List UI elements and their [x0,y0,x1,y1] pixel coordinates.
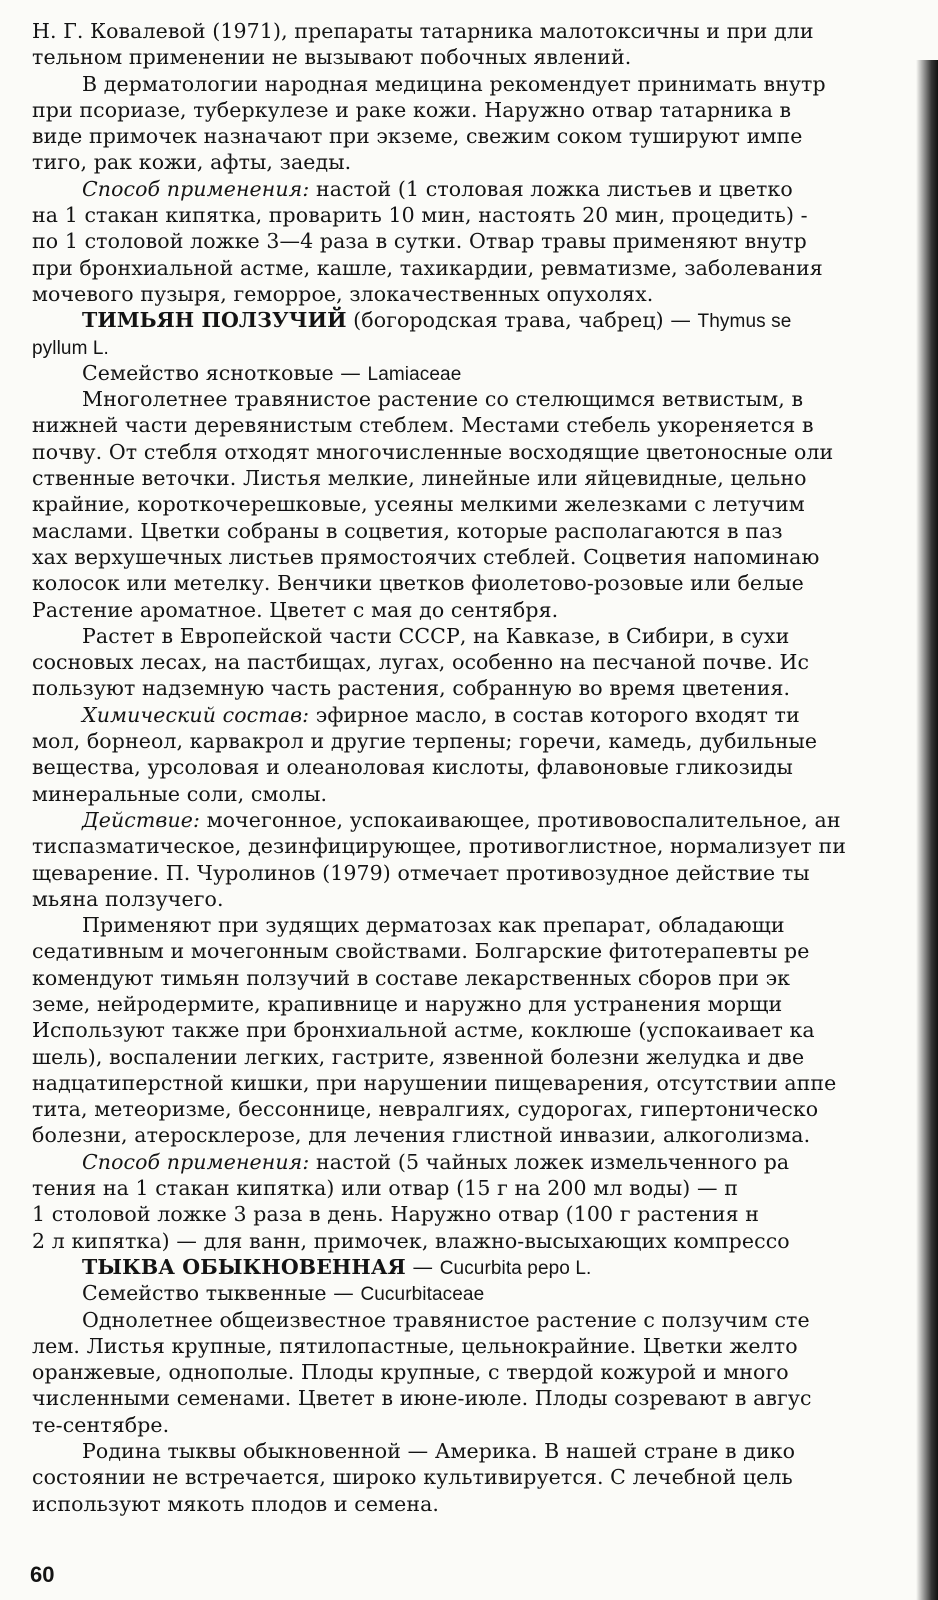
text-run: хах верхушечных листьев прямостоячих стеблей. Соцветия напоминаю [32,544,820,569]
text-line [32,1438,936,1464]
text-line [32,518,936,544]
text-run: на 1 стакан кипятка, проварить 10 мин, настоять 20 мин, процедить) - [32,203,808,228]
text-line [32,1254,936,1280]
text-run: Способ применения: [82,1149,310,1174]
text-line [32,1385,936,1411]
text-line [32,912,936,938]
page-number: 60 [30,1562,55,1587]
text-run: ТЫКВА ОБЫКНОВЕННАЯ [82,1254,406,1279]
text-line [32,965,936,991]
text-run: мьяна ползучего. [32,886,224,911]
text-run: — [405,1254,440,1279]
text-line [32,1044,936,1070]
text-line [32,281,936,307]
text-run: Семейство яснотковые — [82,360,368,385]
text-run: маслами. Цветки собраны в соцветия, которые располагаются в паз [32,518,783,543]
text-line [32,728,936,754]
text-run: лем. Листья крупные, пятилопастные, цельнокрайние. Цветки желто [32,1333,798,1358]
text-line [32,44,936,70]
text-run: Применяют при зудящих дерматозах как препарат, обладающи [82,913,785,938]
text-run: тельном применении не вызывают побочных явлений. [32,45,632,70]
text-line [32,833,936,859]
text-line [32,938,936,964]
text-run: седативным и мочегонным свойствами. Болгарские фитотерапевты ре [32,939,810,964]
text-line [32,71,936,97]
text-run: настой (1 столовая ложка листьев и цветко [309,176,793,201]
text-run: 2 л кипятка) — для ванн, примочек, влажно-высыхающих компрессо [32,1228,790,1253]
text-line [32,1464,936,1490]
text-run: Cucurbitaceae [360,1284,485,1306]
text-run: мочегонное, успокаивающее, противовоспалительное, ан [200,807,841,832]
text-run: те-сентябре. [32,1412,170,1437]
page-edge-shadow [916,60,938,1600]
text-line [32,860,936,886]
text-line [32,1280,936,1306]
text-run: вещества, урсоловая и олеаноловая кислоты, флавоновые гликозиды [32,755,793,780]
text-run: Родина тыквы обыкновенной — Америка. В нашей стране в дико [82,1439,796,1464]
text-line [32,649,936,675]
text-line [32,1122,936,1148]
text-run: Cucurbita pepo L. [439,1257,592,1279]
text-run: Thymus se [697,311,792,333]
text-run: настой (5 чайных ложек измельченного ра [309,1149,790,1174]
text-run: 1 столовой ложке 3 раза в день. Наружно отвар (100 г растения н [32,1202,760,1227]
text-run: по 1 столовой ложке 3—4 раза в сутки. Отвар травы применяют внутр [32,229,807,254]
text-line [32,334,936,360]
text-line [32,807,936,833]
text-line [32,597,936,623]
text-run: Используют также при бронхиальной астме, коклюше (успокаивает ка [32,1018,815,1043]
text-run: Способ применения: [82,176,310,201]
text-run: надцатиперстной кишки, при нарушении пищеварения, отсутствии аппе [32,1070,837,1095]
text-line [32,491,936,517]
text-run: состоянии не встречается, широко культивируется. С лечебной цель [32,1465,793,1490]
text-line [32,781,936,807]
text-run: Действие: [82,807,200,832]
text-run: при бронхиальной астме, кашле, тахикардии, ревматизме, заболевания [32,255,823,280]
text-run: нижней части деревянистым стеблем. Местами стебель укореняется в [32,413,814,438]
text-run: земе, нейродермите, крапивнице и наружно для устранения морщи [32,991,783,1016]
text-run: колосок или метелку. Венчики цветков фиолетово-розовые или белые [32,571,804,596]
text-line [32,1412,936,1438]
text-run: оранжевые, однополые. Плоды крупные, с твердой кожурой и много [32,1360,789,1385]
text-run: мол, борнеол, карвакрол и другие терпены; горечи, камедь, дубильные [32,729,818,754]
text-line [32,1175,936,1201]
text-run: тения на 1 стакан кипятка) или отвар (15 г на 200 мл воды) — п [32,1176,738,1201]
text-line [32,439,936,465]
text-run: Семейство тыквенные — [82,1281,361,1306]
text-line [32,675,936,701]
text-run: Растение ароматное. Цветет с мая до сентября. [32,597,559,622]
text-run: сосновых лесах, на пастбищах, лугах, особенно на песчаной почве. Ис [32,650,810,675]
text-line [32,228,936,254]
text-run: щеварение. П. Чуролинов (1979) отмечает противозудное действие ты [32,860,810,885]
text-line [32,1017,936,1043]
text-line [32,544,936,570]
text-line [32,1491,936,1517]
text-run: виде примочек назначают при экземе, свежим соком тушируют импе [32,124,803,149]
text-run: (богородская трава, чабрец) — [346,308,698,333]
text-run: Растет в Европейской части СССР, на Кавказе, в Сибири, в сухи [82,623,790,648]
text-line [32,991,936,1017]
text-run: Однолетнее общеизвестное травянистое растение с ползучим сте [82,1307,810,1332]
text-run: В дерматологии народная медицина рекомендует принимать внутр [82,71,826,96]
text-run: численными семенами. Цветет в июне-июле. Плоды созревают в авгус [32,1386,812,1411]
text-line [32,623,936,649]
text-line [32,1333,936,1359]
text-run: Н. Г. Ковалевой (1971), препараты татарника малотоксичны и при дли [32,19,814,43]
text-run: ТИМЬЯН ПОЛЗУЧИЙ [82,308,347,333]
text-line [32,570,936,596]
text-run: шель), воспалении легких, гастрите, язвенной болезни желудка и две [32,1044,805,1069]
text-run: почву. От стебля отходят многочисленные восходящие цветоносные оли [32,439,834,464]
text-run: крайние, короткочерешковые, усеяны мелкими железками с летучим [32,492,805,517]
text-run: тиго, рак кожи, афты, заеды. [32,150,352,175]
text-run: Lamiaceae [367,363,462,385]
text-run: минеральные соли, смолы. [32,781,328,806]
text-line [32,176,936,202]
text-run: при псориазе, туберкулезе и раке кожи. Наружно отвар татарника в [32,97,792,122]
text-line [32,412,936,438]
text-run: болезни, атеросклерозе, для лечения глистной инвазии, алкоголизма. [32,1123,811,1148]
text-run: pyllum L. [32,337,109,359]
text-line [32,886,936,912]
text-line [32,1070,936,1096]
text-run: пользуют надземную часть растения, собранную во время цветения. [32,676,791,701]
text-line [32,1307,936,1333]
text-run: тиспазматическое, дезинфицирующее, противоглистное, нормализует пи [32,834,846,859]
text-line [32,1096,936,1122]
text-line [32,307,936,333]
text-line [32,97,936,123]
text-line [32,386,936,412]
text-line [32,123,936,149]
text-line [32,465,936,491]
text-line [32,1228,936,1254]
text-line [32,149,936,175]
text-line [32,702,936,728]
text-run: мочевого пузыря, геморрое, злокачественных опухолях. [32,281,654,306]
text-run: ственные веточки. Листья мелкие, линейные или яйцевидные, цельно [32,466,807,491]
text-run: Химический состав: [82,702,310,727]
text-line [32,202,936,228]
page-body [32,18,936,1578]
text-line [32,18,936,44]
text-run: эфирное масло, в состав которого входят ти [309,702,800,727]
text-run: тита, метеоризме, бессоннице, невралгиях, судорогах, гипертоническо [32,1097,819,1122]
text-line [32,360,936,386]
text-run: используют мякоть плодов и семена. [32,1491,440,1516]
text-line [32,1201,936,1227]
text-run: Многолетнее травянистое растение со стелющимся ветвистым, в [82,387,804,412]
text-line [32,1149,936,1175]
text-line [32,754,936,780]
text-line [32,255,936,281]
text-line [32,1359,936,1385]
text-run: комендуют тимьян ползучий в составе лекарственных сборов при эк [32,965,791,990]
